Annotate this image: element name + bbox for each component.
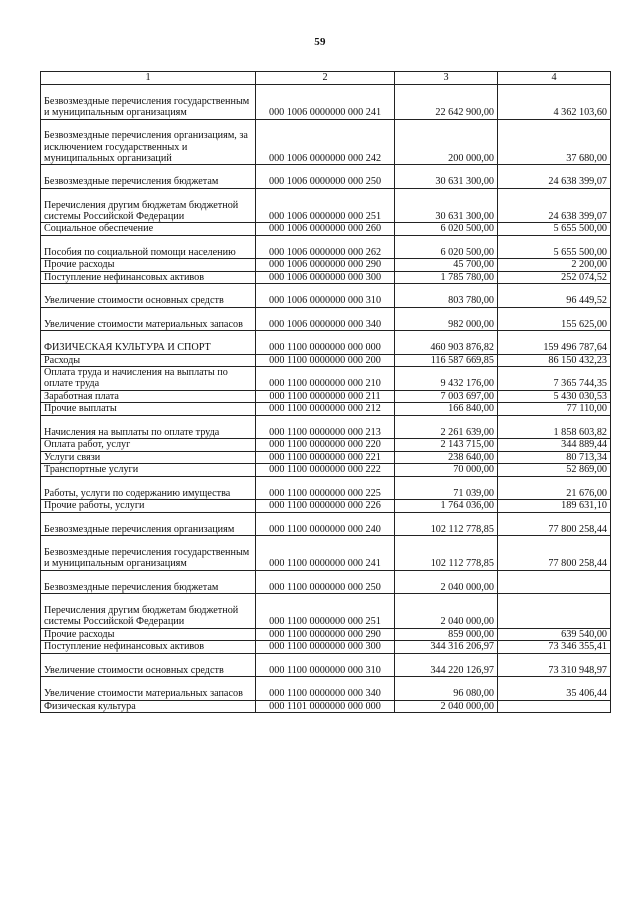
row-name: Физическая культура: [41, 700, 256, 713]
row-name: Перечисления другим бюджетам бюджетной системы Российской Федерации: [41, 594, 256, 629]
row-value-col3: 2 261 639,00: [395, 415, 498, 439]
row-name: Пособия по социальной помощи населению: [41, 235, 256, 259]
row-value-col4: 73 346 355,41: [498, 641, 611, 654]
row-value-col3: 70 000,00: [395, 464, 498, 477]
row-name: Расходы: [41, 354, 256, 367]
row-value-col3: 9 432 176,00: [395, 367, 498, 391]
row-code: 000 1100 0000000 000 251: [256, 594, 395, 629]
row-code: 000 1100 0000000 000 241: [256, 536, 395, 571]
table-row: [41, 628, 611, 641]
row-value-col3: 102 112 778,85: [395, 512, 498, 536]
row-name: Транспортные услуги: [41, 464, 256, 477]
row-name: Начисления на выплаты по оплате труда: [41, 415, 256, 439]
table-row: [41, 415, 611, 439]
row-value-col3: 2 040 000,00: [395, 570, 498, 594]
row-code: 000 1006 0000000 000 251: [256, 188, 395, 223]
table-row: [41, 188, 611, 223]
row-value-col4: [498, 700, 611, 713]
row-name: ФИЗИЧЕСКАЯ КУЛЬТУРА И СПОРТ: [41, 331, 256, 355]
row-code: 000 1006 0000000 000 290: [256, 259, 395, 272]
row-code: 000 1100 0000000 000 200: [256, 354, 395, 367]
row-name: Увеличение стоимости материальных запасов: [41, 307, 256, 331]
row-code: 000 1100 0000000 000 222: [256, 464, 395, 477]
table-row: [41, 512, 611, 536]
row-value-col3: 200 000,00: [395, 119, 498, 165]
row-code: 000 1006 0000000 000 260: [256, 223, 395, 236]
table-row: [41, 85, 611, 120]
row-value-col4: 21 676,00: [498, 476, 611, 500]
table-row: [41, 119, 611, 165]
row-value-col4: 1 858 603,82: [498, 415, 611, 439]
row-value-col4: 80 713,34: [498, 451, 611, 464]
row-code: 000 1100 0000000 000 310: [256, 653, 395, 677]
row-name: Прочие расходы: [41, 259, 256, 272]
row-value-col3: 2 040 000,00: [395, 594, 498, 629]
row-name: Работы, услуги по содержанию имущества: [41, 476, 256, 500]
row-value-col3: 460 903 876,82: [395, 331, 498, 355]
table-row: [41, 307, 611, 331]
row-code: 000 1006 0000000 000 340: [256, 307, 395, 331]
row-value-col4: 252 074,52: [498, 271, 611, 284]
row-name: Перечисления другим бюджетам бюджетной системы Российской Федерации: [41, 188, 256, 223]
row-value-col3: 116 587 669,85: [395, 354, 498, 367]
row-code: 000 1100 0000000 000 213: [256, 415, 395, 439]
row-value-col4: 7 365 744,35: [498, 367, 611, 391]
table-row: [41, 536, 611, 571]
table-row: [41, 464, 611, 477]
row-name: Безвозмездные перечисления бюджетам: [41, 570, 256, 594]
row-name: Заработная плата: [41, 390, 256, 403]
table-row: [41, 390, 611, 403]
row-value-col4: 73 310 948,97: [498, 653, 611, 677]
row-name: Оплата работ, услуг: [41, 439, 256, 452]
page-number: 59: [314, 36, 326, 48]
table-row: [41, 354, 611, 367]
row-value-col3: 803 780,00: [395, 284, 498, 308]
column-header-4: 4: [498, 72, 611, 85]
row-value-col3: 45 700,00: [395, 259, 498, 272]
row-value-col3: 6 020 500,00: [395, 235, 498, 259]
table-row: [41, 403, 611, 416]
table-row: [41, 235, 611, 259]
row-code: 000 1100 0000000 000 226: [256, 500, 395, 513]
row-name: Оплата труда и начисления на выплаты по оплате труда: [41, 367, 256, 391]
row-value-col3: 344 220 126,97: [395, 653, 498, 677]
row-value-col3: 30 631 300,00: [395, 188, 498, 223]
row-name: Безвозмездные перечисления организациям: [41, 512, 256, 536]
row-code: 000 1006 0000000 000 241: [256, 85, 395, 120]
column-header-1: 1: [41, 72, 256, 85]
table-row: [41, 367, 611, 391]
row-code: 000 1100 0000000 000 212: [256, 403, 395, 416]
row-value-col4: 2 200,00: [498, 259, 611, 272]
table-row: [41, 677, 611, 701]
row-name: Безвозмездные перечисления бюджетам: [41, 165, 256, 189]
row-code: 000 1100 0000000 000 211: [256, 390, 395, 403]
row-code: 000 1006 0000000 000 310: [256, 284, 395, 308]
row-value-col4: [498, 570, 611, 594]
row-value-col4: 24 638 399,07: [498, 165, 611, 189]
row-value-col3: 6 020 500,00: [395, 223, 498, 236]
row-value-col4: 4 362 103,60: [498, 85, 611, 120]
table-row: [41, 700, 611, 713]
row-value-col4: 77 110,00: [498, 403, 611, 416]
row-value-col4: 96 449,52: [498, 284, 611, 308]
row-name: Увеличение стоимости основных средств: [41, 653, 256, 677]
table-row: [41, 641, 611, 654]
column-header-3: 3: [395, 72, 498, 85]
table-row: [41, 284, 611, 308]
row-name: Прочие выплаты: [41, 403, 256, 416]
row-code: 000 1100 0000000 000 340: [256, 677, 395, 701]
row-value-col3: 344 316 206,97: [395, 641, 498, 654]
table-header-row: [41, 72, 611, 85]
row-value-col3: 96 080,00: [395, 677, 498, 701]
row-name: Увеличение стоимости основных средств: [41, 284, 256, 308]
table-row: [41, 500, 611, 513]
table-row: [41, 451, 611, 464]
row-code: 000 1100 0000000 000 250: [256, 570, 395, 594]
row-value-col3: 102 112 778,85: [395, 536, 498, 571]
table-row: [41, 653, 611, 677]
row-name: Прочие работы, услуги: [41, 500, 256, 513]
row-name: Безвозмездные перечисления организациям, за исключением государственных и муниципальных организаций: [41, 119, 256, 165]
row-value-col4: 52 869,00: [498, 464, 611, 477]
row-value-col3: 238 640,00: [395, 451, 498, 464]
row-value-col4: 159 496 787,64: [498, 331, 611, 355]
row-value-col4: 37 680,00: [498, 119, 611, 165]
row-code: 000 1100 0000000 000 000: [256, 331, 395, 355]
row-value-col3: 2 040 000,00: [395, 700, 498, 713]
row-name: Услуги связи: [41, 451, 256, 464]
row-value-col4: 77 800 258,44: [498, 512, 611, 536]
row-value-col4: 344 889,44: [498, 439, 611, 452]
row-value-col3: 71 039,00: [395, 476, 498, 500]
table-row: [41, 570, 611, 594]
table-row: [41, 223, 611, 236]
row-code: 000 1006 0000000 000 262: [256, 235, 395, 259]
row-value-col4: 35 406,44: [498, 677, 611, 701]
row-value-col4: 189 631,10: [498, 500, 611, 513]
row-code: 000 1100 0000000 000 225: [256, 476, 395, 500]
row-value-col4: 24 638 399,07: [498, 188, 611, 223]
row-name: Прочие расходы: [41, 628, 256, 641]
row-code: 000 1100 0000000 000 221: [256, 451, 395, 464]
row-value-col3: 166 840,00: [395, 403, 498, 416]
row-code: 000 1006 0000000 000 242: [256, 119, 395, 165]
row-code: 000 1100 0000000 000 290: [256, 628, 395, 641]
row-value-col3: 2 143 715,00: [395, 439, 498, 452]
row-value-col4: 86 150 432,23: [498, 354, 611, 367]
row-value-col3: 982 000,00: [395, 307, 498, 331]
budget-table: [40, 71, 611, 713]
row-value-col3: 7 003 697,00: [395, 390, 498, 403]
row-value-col4: [498, 594, 611, 629]
row-value-col3: 30 631 300,00: [395, 165, 498, 189]
row-code: 000 1100 0000000 000 220: [256, 439, 395, 452]
row-code: 000 1100 0000000 000 240: [256, 512, 395, 536]
row-value-col4: 155 625,00: [498, 307, 611, 331]
table-row: [41, 594, 611, 629]
row-value-col3: 22 642 900,00: [395, 85, 498, 120]
row-value-col3: 1 764 036,00: [395, 500, 498, 513]
row-value-col3: 1 785 780,00: [395, 271, 498, 284]
row-value-col4: 5 430 030,53: [498, 390, 611, 403]
table-row: [41, 331, 611, 355]
row-value-col4: 5 655 500,00: [498, 223, 611, 236]
row-name: Увеличение стоимости материальных запасов: [41, 677, 256, 701]
row-code: 000 1101 0000000 000 000: [256, 700, 395, 713]
table-row: [41, 439, 611, 452]
row-value-col3: 859 000,00: [395, 628, 498, 641]
row-code: 000 1100 0000000 000 210: [256, 367, 395, 391]
row-value-col4: 639 540,00: [498, 628, 611, 641]
row-code: 000 1006 0000000 000 300: [256, 271, 395, 284]
row-name: Безвозмездные перечисления государственным и муниципальным организациям: [41, 85, 256, 120]
table-row: [41, 271, 611, 284]
row-name: Поступление нефинансовых активов: [41, 271, 256, 284]
row-code: 000 1006 0000000 000 250: [256, 165, 395, 189]
row-name: Безвозмездные перечисления государственным и муниципальным организациям: [41, 536, 256, 571]
row-name: Социальное обеспечение: [41, 223, 256, 236]
row-value-col4: 77 800 258,44: [498, 536, 611, 571]
column-header-2: 2: [256, 72, 395, 85]
row-value-col4: 5 655 500,00: [498, 235, 611, 259]
table-row: [41, 476, 611, 500]
row-name: Поступление нефинансовых активов: [41, 641, 256, 654]
row-code: 000 1100 0000000 000 300: [256, 641, 395, 654]
table-row: [41, 165, 611, 189]
table-row: [41, 259, 611, 272]
